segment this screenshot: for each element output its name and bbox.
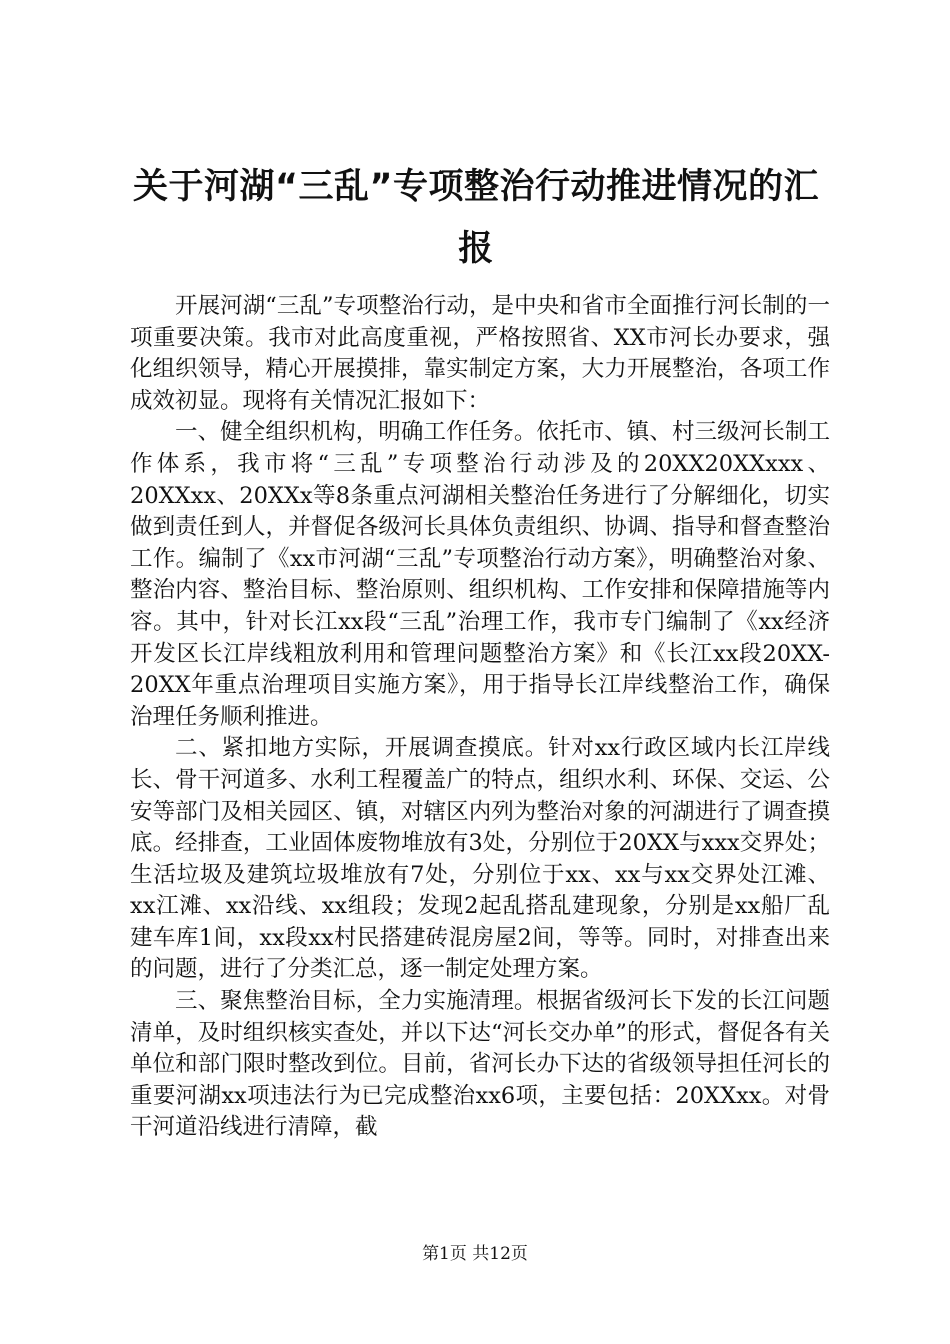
page-number: 第1页 — [422, 1244, 467, 1264]
section-3-paragraph: 三、聚焦整治目标，全力实施清理。根据省级河长下发的长江问题清单，及时组织核实查处，并以下达“河长交办单”的形式，督促各有关单位和部门限时整改到位。目前，省河长办下达的省级领导担任河长的重要河湖xx项违法行为已完成整治xx6项，主要包括：20XXxx。对骨干河道沿线进行清障，截 — [130, 988, 830, 1141]
document-title: 关于河湖“三乱”专项整治行动推进情况的汇报 — [132, 167, 819, 269]
page-total: 共12页 — [472, 1244, 528, 1264]
section-1-paragraph: 一、健全组织机构，明确工作任务。依托市、镇、村三级河长制工作体系，我市将“三乱”专项整治行动涉及的20XX20XXxxx、20XXxx、20XXx等8条重点河湖相关整治任务进行了分解细化，切实做到责任到人，并督促各级河长具体负责组织、协调、指导和督查整治工作。编制了《xx市河湖“三乱”专项整治行动方案》，明确整治对象、整治内容、整治目标、整治原则、组织机构、工作安排和保障措施等内容。其中，针对长江xx段“三乱”治理工作，我市专门编制了《xx经济开发区长江岸线粗放利用和管理问题整治方案》和《长江xx段20XX-20XX年重点治理项目实施方案》，用于指导长江岸线整治工作，确保治理任务顺利推进。 — [130, 419, 830, 730]
intro-paragraph: 开展河湖“三乱”专项整治行动，是中央和省市全面推行河长制的一项重要决策。我市对此高度重视，严格按照省、XX市河长办要求，强化组织领导，精心开展摸排，靠实制定方案，大力开展整治，各项工作成效初显。现将有关情况汇报如下： — [130, 293, 830, 414]
page-footer — [0, 1243, 950, 1265]
section-2-paragraph: 二、紧扣地方实际，开展调查摸底。针对xx行政区域内长江岸线长、骨干河道多、水利工程覆盖广的特点，组织水利、环保、交运、公安等部门及相关园区、镇，对辖区内列为整治对象的河湖进行了调查摸底。经排查，工业固体废物堆放有3处，分别位于20XX与xxx交界处；生活垃圾及建筑垃圾堆放有7处，分别位于xx、xx与xx交界处江滩、xx江滩、xx沿线、xx组段；发现2起乱搭乱建现象，分别是xx船厂乱建车库1间，xx段xx村民搭建砖混房屋2间，等等。同时，对排查出来的问题，进行了分类汇总，逐一制定处理方案。 — [130, 735, 830, 983]
document-body — [130, 291, 830, 1144]
